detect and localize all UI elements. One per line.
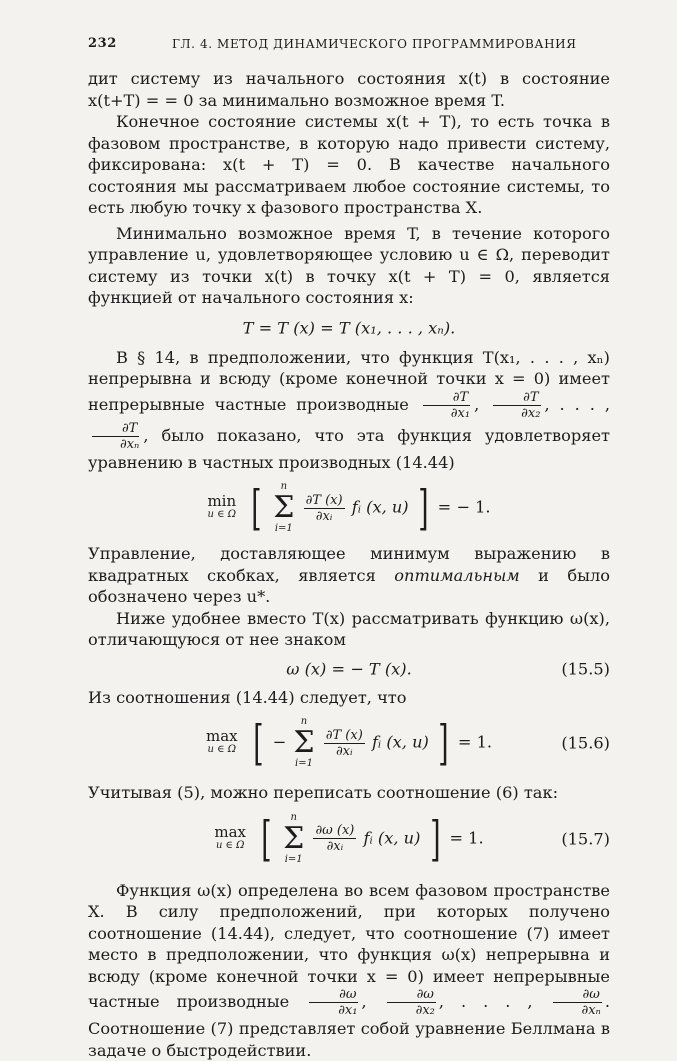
fraction-dT-dx1: $\frac{\partial T}{\text{∂x₁}}$ [421, 390, 472, 421]
equation-number-15-5: (15.5) [561, 658, 610, 680]
equation-15-5: ω (x) = − T (x). (15.5) [88, 651, 610, 687]
page-body [88, 68, 610, 1061]
equation-number-15-6: (15.6) [561, 732, 610, 754]
equation-14-44: min u ∈ Ω [ n Σ i=1 $\frac{\partial T (x)}{\text{∂xᵢ}}$ fᵢ (x, u) ] = − 1. [88, 473, 610, 543]
fraction-dT-dx2: $\frac{\partial T}{\text{∂x₂}}$ [491, 390, 542, 421]
paragraph-final-state: Конечное состояние системы x(t + T), то есть точка в фазовом пространстве, в которую надо привести систему, фиксирована: x(t + T) = 0. В качестве начального состояния мы рассматриваем любое состояние системы, то есть любую точку x фазового пространства X. [88, 111, 610, 219]
paragraph-follows: Из соотношения (14.44) следует, что [88, 687, 610, 709]
paragraph-rewrite: Учитывая (5), можно переписать соотношение (6) так: [88, 782, 610, 804]
page-number: 232 [88, 36, 117, 51]
equation-number-15-7: (15.7) [561, 828, 610, 850]
paragraph-continuation: дит систему из начального состояния x(t) в состояние x(t+T) = = 0 за минимально возможное время T. [88, 68, 610, 111]
equation-15-7: max u ∈ Ω [ n Σ i=1 $\frac{\partial\omega (x)}{\text{∂xᵢ}}$ fᵢ (x, u) ] = 1. (15.7) [88, 804, 610, 874]
equation-T-of-x: T = T (x) = T (x₁, . . . , xₙ). [88, 309, 610, 347]
chapter-title: ГЛ. 4. МЕТОД ДИНАМИЧЕСКОГО ПРОГРАММИРОВАНИЯ [172, 37, 577, 51]
paragraph-bellman: Функция ω(x) определена во всем фазовом пространстве X. В силу предположений, при которых получено соотношение (14.44), следует, что соотношение (7) имеет место в предположении, что функция ω(x) непрерывна и всюду (кроме конечной точки x = 0) имеет непрерывные частные производные $\frac{\partial\omega}{\text{∂x₁}}$ , $\frac{\partial\omega}{\text{∂x₂}}$ , . . . , $\frac{\partial\omega}{\text{∂xₙ}}$ . Соотношение (7) представляет собой уравнение Беллмана в задаче о быстродействии. [88, 880, 610, 1061]
paragraph-section14: В § 14, в предположении, что функция T(x₁, . . . , xₙ) непрерывна и всюду (кроме конечной точки x = 0) имеет непрерывные частные производные $\frac{\partial T}{\text{∂x₁}}$ , $\frac{\partial T}{\text{∂x₂}}$ , . . . , $\frac{\partial T}{\text{∂xₙ}}$ , было показано, что эта функция удовлетворяет уравнению в частных производных (14.44) [88, 347, 610, 474]
paragraph-control: Управление, доставляющее минимум выражению в квадратных скобках, является оптимальным и было обозначено через u*. [88, 543, 610, 608]
equation-15-6: max u ∈ Ω [ − n Σ i=1 $\frac{\partial T (x)}{\text{∂xᵢ}}$ fᵢ (x, u) ] = 1. (15.6) [88, 708, 610, 778]
fraction-dT-dxn: $\frac{\partial T}{\text{∂xₙ}}$ [90, 421, 141, 452]
paragraph-min-time: Минимально возможное время T, в течение которого управление u, удовлетворяющее условию u ∈ Ω, переводит систему из точки x(t) в точку x(t + T) = 0, является функцией от начального состояния x: [88, 223, 610, 309]
min-operator: min u ∈ Ω [207, 494, 236, 522]
sum-symbol: n Σ i=1 [273, 481, 294, 535]
paragraph-omega-def: Ниже удобнее вместо T(x) рассматривать функцию ω(x), отличающуюся от нее знаком [88, 608, 610, 651]
